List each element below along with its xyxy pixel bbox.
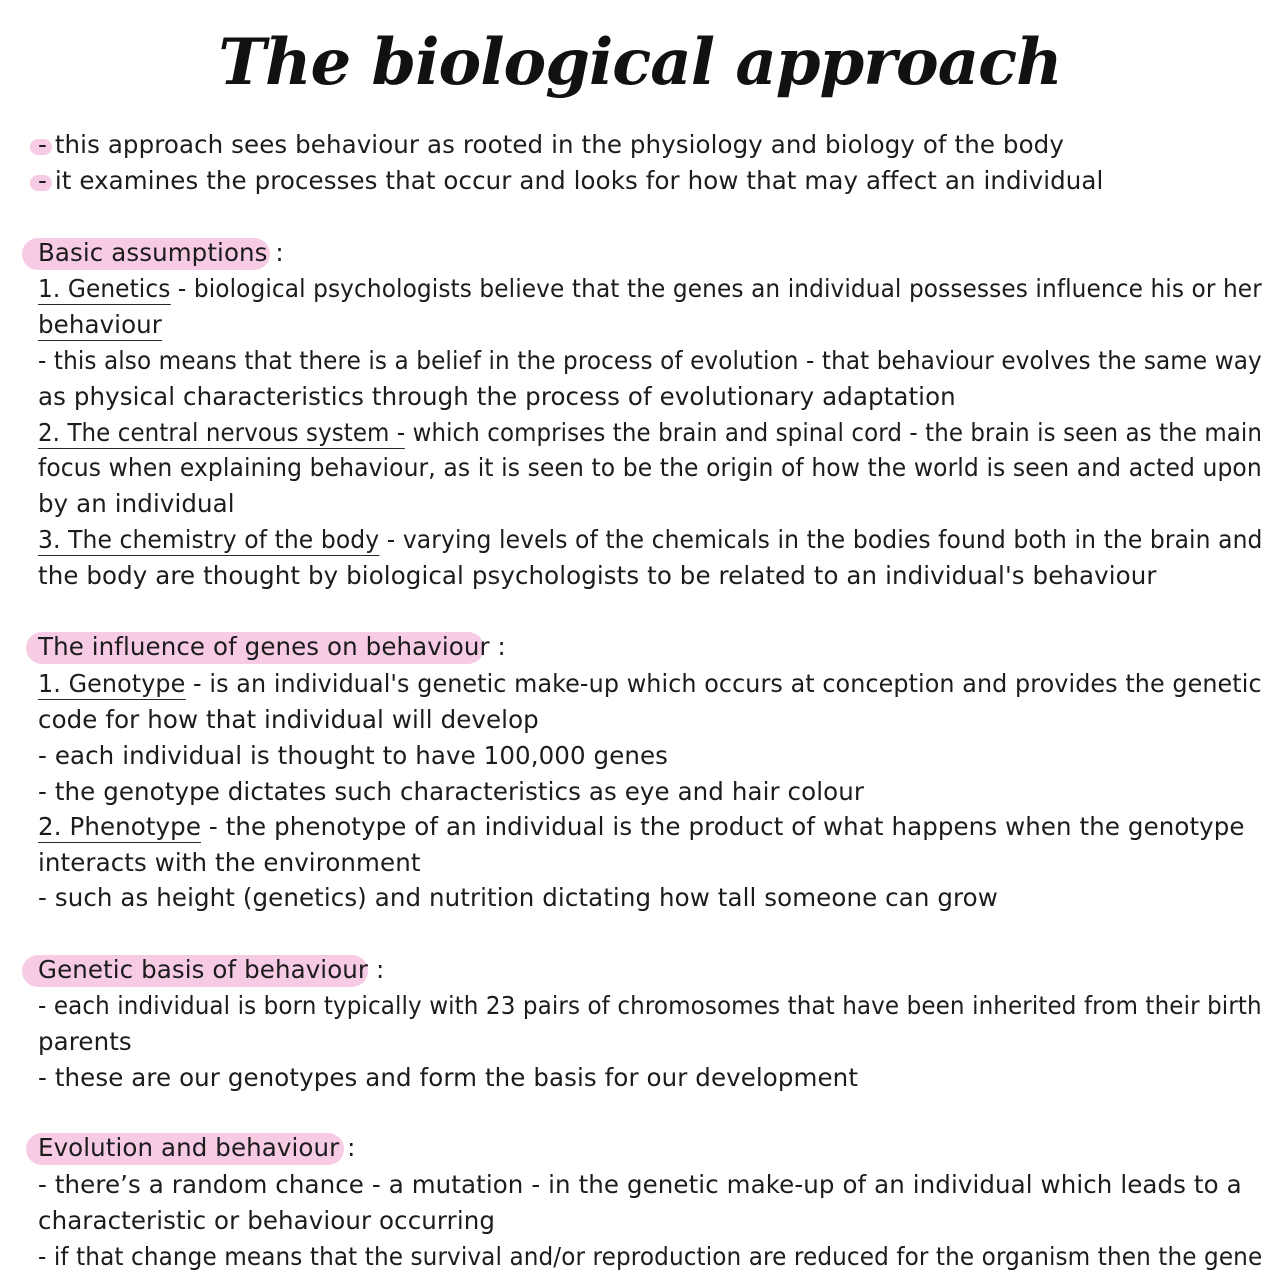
term-central-nervous-system: 2. The central nervous system - (38, 418, 406, 447)
term-phenotype: 2. Phenotype (38, 812, 201, 841)
term-chemistry-of-body: 3. The chemistry of the body (38, 525, 380, 554)
section-heading: The influence of genes on behaviour : (38, 632, 506, 661)
intro-line: - this approach sees behaviour as rooted in the physiology and biology of the body (38, 130, 1064, 159)
intro-line: - it examines the processes that occur and looks for how that may affect an individual (38, 166, 1104, 195)
item-text: interacts with the environment (38, 848, 421, 877)
item-text: as physical characteristics through the process of evolutionary adaptation (38, 382, 956, 411)
page-title: The biological approach (218, 25, 1062, 100)
item-text: focus when explaining behaviour, as it is seen to be the origin of how the world is seen and acted upon (38, 453, 1262, 482)
item-text: - is an individual's genetic make-up which occurs at conception and provides the genetic (185, 669, 1262, 698)
list-item (38, 271, 1262, 307)
term-genetics: 1. Genetics (38, 274, 171, 303)
item-text: - if that change means that the survival and/or reproduction are reduced for the organism then the gene (38, 1242, 1263, 1271)
item-text: - each individual is born typically with 23 pairs of chromosomes that have been inherited from their birth (38, 991, 1262, 1020)
item-text: - these are our genotypes and form the basis for our development (38, 1063, 859, 1092)
item-text: by an individual (38, 489, 235, 518)
section-heading: Basic assumptions : (38, 238, 284, 267)
item-text: - the phenotype of an individual is the product of what happens when the genotype (201, 812, 1245, 841)
item-text: the body are thought by biological psychologists to be related to an individual's behaviour (38, 561, 1157, 590)
item-text: - biological psychologists believe that the genes an individual possesses influence his or her (170, 274, 1262, 303)
item-text: - each individual is thought to have 100,000 genes (38, 741, 669, 770)
item-text: parents (38, 1027, 132, 1056)
section-heading: Genetic basis of behaviour : (38, 955, 385, 984)
item-text: - such as height (genetics) and nutrition dictating how tall someone can grow (38, 883, 998, 912)
term-genotype: 1. Genotype (38, 669, 186, 698)
item-text-underlined: behaviour (38, 310, 162, 339)
item-text: which comprises the brain and spinal cord - the brain is seen as the main (405, 418, 1263, 447)
list-item (38, 809, 1245, 845)
item-text: - there’s a random chance - a mutation - in the genetic make-up of an individual which leads to a (38, 1170, 1242, 1199)
item-continuation (38, 307, 162, 343)
section-heading: Evolution and behaviour : (38, 1133, 356, 1162)
item-text: characteristic or behaviour occurring (38, 1206, 496, 1235)
list-item (38, 522, 1263, 558)
list-item (38, 415, 1262, 451)
item-text: - this also means that there is a belief in the process of evolution - that behaviour evolves the same way (38, 346, 1262, 375)
list-item (38, 666, 1262, 702)
item-text: - varying levels of the chemicals in the bodies found both in the brain and (379, 525, 1263, 554)
item-text: code for how that individual will develop (38, 705, 539, 734)
item-text: - the genotype dictates such characteristics as eye and hair colour (38, 777, 865, 806)
